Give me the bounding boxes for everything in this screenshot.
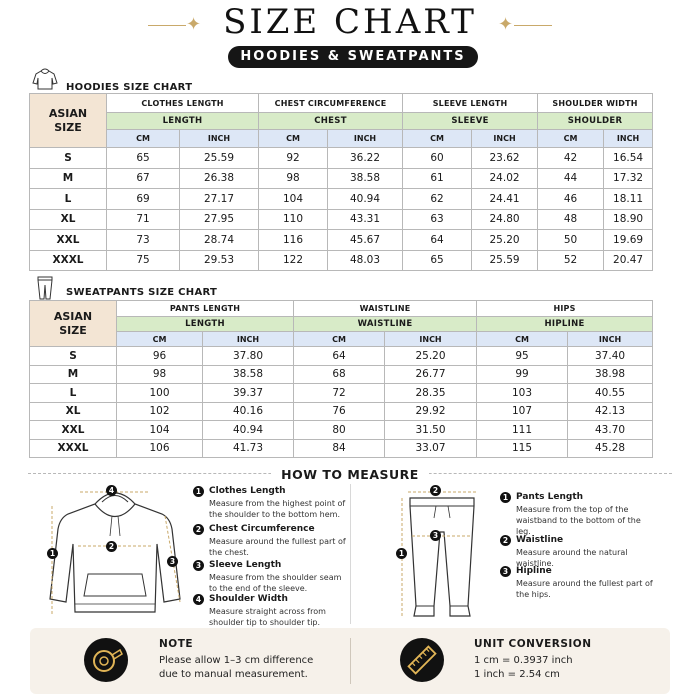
unit-cell: INCH	[385, 332, 477, 347]
table-cell: 122	[259, 250, 328, 271]
table-row	[30, 189, 653, 210]
how-to-measure-title: HOW TO MEASURE	[0, 464, 700, 483]
table-cell: 37.80	[203, 347, 294, 366]
step-title: Pants Length	[516, 492, 584, 502]
table-cell: 64	[403, 230, 472, 251]
table-cell: 75	[107, 250, 180, 271]
step-description: Measure from the shoulder seam to the end of the sleeve.	[209, 573, 342, 593]
table-cell: 18.11	[604, 189, 653, 210]
size-label: S	[30, 148, 107, 169]
table-cell: 48.03	[328, 250, 403, 271]
unit-cell: CM	[107, 130, 180, 148]
col-sleeve-length: SLEEVE LENGTH	[403, 94, 538, 113]
table-cell: 61	[403, 168, 472, 189]
table-cell: 116	[259, 230, 328, 251]
table-row	[30, 209, 653, 230]
table-cell: 18.90	[604, 209, 653, 230]
unit-cell: CM	[403, 130, 472, 148]
table-cell: 115	[477, 439, 568, 458]
table-cell: 68	[294, 365, 385, 384]
unit-cell: INCH	[568, 332, 653, 347]
table-cell: 39.37	[203, 384, 294, 403]
table-row	[30, 347, 653, 366]
col-hips: HIPS	[477, 301, 653, 317]
table-cell: 102	[117, 402, 203, 421]
step-title: Waistline	[516, 535, 564, 545]
sparkle-icon: ✦	[186, 14, 202, 35]
conversion-line: 1 cm = 0.3937 inch	[474, 655, 573, 666]
note-line: due to manual measurement.	[159, 669, 308, 680]
table-row	[30, 250, 653, 271]
table-cell: 33.07	[385, 439, 477, 458]
table-cell: 110	[259, 209, 328, 230]
table-cell: 19.69	[604, 230, 653, 251]
table-row	[30, 421, 653, 440]
table-cell: 99	[477, 365, 568, 384]
step-number: 2	[500, 535, 511, 546]
table-cell: 41.73	[203, 439, 294, 458]
size-label: L	[30, 384, 117, 403]
table-cell: 60	[403, 148, 472, 169]
table-cell: 67	[107, 168, 180, 189]
sub-waistline: WAISTLINE	[294, 317, 477, 332]
unit-cell: INCH	[328, 130, 403, 148]
step-description: Measure around the fullest part of the hips.	[516, 579, 653, 599]
step-number: 2	[193, 524, 204, 535]
step-number: 3	[500, 566, 511, 577]
table-cell: 38.58	[203, 365, 294, 384]
table-cell: 24.41	[472, 189, 538, 210]
table-cell: 80	[294, 421, 385, 440]
note-title: NOTE	[159, 638, 194, 650]
size-label: XXL	[30, 421, 117, 440]
table-cell: 64	[294, 347, 385, 366]
table-cell: 69	[107, 189, 180, 210]
table-cell: 26.77	[385, 365, 477, 384]
size-label: S	[30, 347, 117, 366]
unit-cell: INCH	[472, 130, 538, 148]
vertical-divider	[350, 484, 351, 624]
table-cell: 104	[117, 421, 203, 440]
table-row	[30, 365, 653, 384]
table-cell: 100	[117, 384, 203, 403]
table-cell: 46	[538, 189, 604, 210]
size-label: M	[30, 168, 107, 189]
pants-diagram	[392, 484, 492, 624]
table-cell: 103	[477, 384, 568, 403]
col-clothes-length: CLOTHES LENGTH	[107, 94, 259, 113]
conversion-title: UNIT CONVERSION	[474, 638, 592, 650]
step-title: Hipline	[516, 566, 552, 576]
size-label: M	[30, 365, 117, 384]
table-cell: 27.17	[180, 189, 259, 210]
unit-cell: INCH	[203, 332, 294, 347]
table-cell: 52	[538, 250, 604, 271]
table-cell: 40.55	[568, 384, 653, 403]
table-row	[30, 168, 653, 189]
step-number: 3	[193, 560, 204, 571]
col-shoulder-width: SHOULDER WIDTH	[538, 94, 653, 113]
size-label: XL	[30, 402, 117, 421]
table-cell: 40.94	[203, 421, 294, 440]
table-cell: 73	[107, 230, 180, 251]
tape-measure-icon	[84, 638, 128, 682]
table-cell: 107	[477, 402, 568, 421]
table-cell: 23.62	[472, 148, 538, 169]
table-row	[30, 402, 653, 421]
table-cell: 29.92	[385, 402, 477, 421]
asian-size-header: ASIAN SIZE	[30, 94, 107, 148]
step-title: Shoulder Width	[209, 594, 288, 604]
table-cell: 95	[477, 347, 568, 366]
table-cell: 44	[538, 168, 604, 189]
sub-length: LENGTH	[107, 113, 259, 130]
size-label: XXXL	[30, 250, 107, 271]
sub-shoulder: SHOULDER	[538, 113, 653, 130]
sweatpants-section-title: SWEATPANTS SIZE CHART	[66, 287, 218, 298]
subtitle-badge: HOODIES & SWEATPANTS	[228, 46, 478, 68]
table-cell: 38.58	[328, 168, 403, 189]
step-description: Measure from the top of the waistband to the bottom of the leg.	[516, 505, 641, 536]
unit-cell: CM	[477, 332, 568, 347]
sweatpants-size-table	[29, 300, 653, 458]
table-cell: 65	[107, 148, 180, 169]
col-waistline: WAISTLINE	[294, 301, 477, 317]
table-cell: 37.40	[568, 347, 653, 366]
table-cell: 28.74	[180, 230, 259, 251]
pants-icon	[36, 276, 54, 300]
table-cell: 45.67	[328, 230, 403, 251]
unit-cell: CM	[294, 332, 385, 347]
table-row	[30, 148, 653, 169]
hoodies-section-title: HOODIES SIZE CHART	[66, 82, 193, 93]
table-cell: 26.38	[180, 168, 259, 189]
col-chest-circumference: CHEST CIRCUMFERENCE	[259, 94, 403, 113]
note-divider	[350, 638, 351, 684]
unit-cell: CM	[259, 130, 328, 148]
table-row	[30, 230, 653, 251]
step-description: Measure from the highest point of the shoulder to the bottom hem.	[209, 499, 346, 519]
sub-length: LENGTH	[117, 317, 294, 332]
table-cell: 92	[259, 148, 328, 169]
table-cell: 38.98	[568, 365, 653, 384]
table-cell: 40.16	[203, 402, 294, 421]
size-label: XXXL	[30, 439, 117, 458]
table-cell: 45.28	[568, 439, 653, 458]
table-cell: 42	[538, 148, 604, 169]
table-cell: 40.94	[328, 189, 403, 210]
table-cell: 43.70	[568, 421, 653, 440]
step-description: Measure around the fullest part of the chest.	[209, 537, 346, 557]
unit-cell: CM	[117, 332, 203, 347]
table-cell: 25.20	[472, 230, 538, 251]
table-cell: 42.13	[568, 402, 653, 421]
table-cell: 29.53	[180, 250, 259, 271]
step-title: Sleeve Length	[209, 560, 282, 570]
table-cell: 25.59	[472, 250, 538, 271]
table-cell: 72	[294, 384, 385, 403]
step-number: 1	[193, 486, 204, 497]
step-number: 1	[500, 492, 511, 503]
table-cell: 16.54	[604, 148, 653, 169]
ruler-icon	[400, 638, 444, 682]
table-cell: 36.22	[328, 148, 403, 169]
table-cell: 63	[403, 209, 472, 230]
table-cell: 62	[403, 189, 472, 210]
sub-chest: CHEST	[259, 113, 403, 130]
asian-size-header: ASIAN SIZE	[30, 301, 117, 347]
table-cell: 31.50	[385, 421, 477, 440]
table-cell: 84	[294, 439, 385, 458]
table-cell: 48	[538, 209, 604, 230]
table-cell: 24.80	[472, 209, 538, 230]
table-cell: 76	[294, 402, 385, 421]
sub-hipline: HIPLINE	[477, 317, 653, 332]
hoodie-icon	[32, 68, 58, 90]
table-cell: 43.31	[328, 209, 403, 230]
col-pants-length: PANTS LENGTH	[117, 301, 294, 317]
table-cell: 20.47	[604, 250, 653, 271]
sweatpants-table-body	[30, 347, 653, 458]
size-label: L	[30, 189, 107, 210]
sub-sleeve: SLEEVE	[403, 113, 538, 130]
table-cell: 96	[117, 347, 203, 366]
conversion-line: 1 inch = 2.54 cm	[474, 669, 560, 680]
table-cell: 50	[538, 230, 604, 251]
table-cell: 106	[117, 439, 203, 458]
table-cell: 98	[259, 168, 328, 189]
hoodies-table-body	[30, 148, 653, 271]
size-label: XXL	[30, 230, 107, 251]
table-cell: 17.32	[604, 168, 653, 189]
table-cell: 24.02	[472, 168, 538, 189]
table-cell: 27.95	[180, 209, 259, 230]
step-title: Chest Circumference	[209, 524, 315, 534]
table-row	[30, 439, 653, 458]
table-cell: 28.35	[385, 384, 477, 403]
title-rule-right	[514, 25, 552, 26]
table-cell: 25.20	[385, 347, 477, 366]
page-title: SIZE CHART	[223, 2, 477, 42]
note-line: Please allow 1–3 cm difference	[159, 655, 314, 666]
hoodie-diagram	[40, 484, 190, 624]
step-description: Measure around the natural waistline.	[516, 548, 628, 568]
size-label: XL	[30, 209, 107, 230]
table-cell: 25.59	[180, 148, 259, 169]
unit-cell: INCH	[180, 130, 259, 148]
table-cell: 104	[259, 189, 328, 210]
step-title: Clothes Length	[209, 486, 286, 496]
hoodies-size-table	[29, 93, 653, 271]
unit-cell: CM	[538, 130, 604, 148]
table-cell: 111	[477, 421, 568, 440]
step-number: 4	[193, 594, 204, 605]
step-description: Measure straight across from shoulder tip to shoulder tip.	[209, 607, 326, 627]
table-row	[30, 384, 653, 403]
table-cell: 65	[403, 250, 472, 271]
table-cell: 71	[107, 209, 180, 230]
table-cell: 98	[117, 365, 203, 384]
unit-cell: INCH	[604, 130, 653, 148]
sparkle-icon: ✦	[498, 14, 514, 35]
